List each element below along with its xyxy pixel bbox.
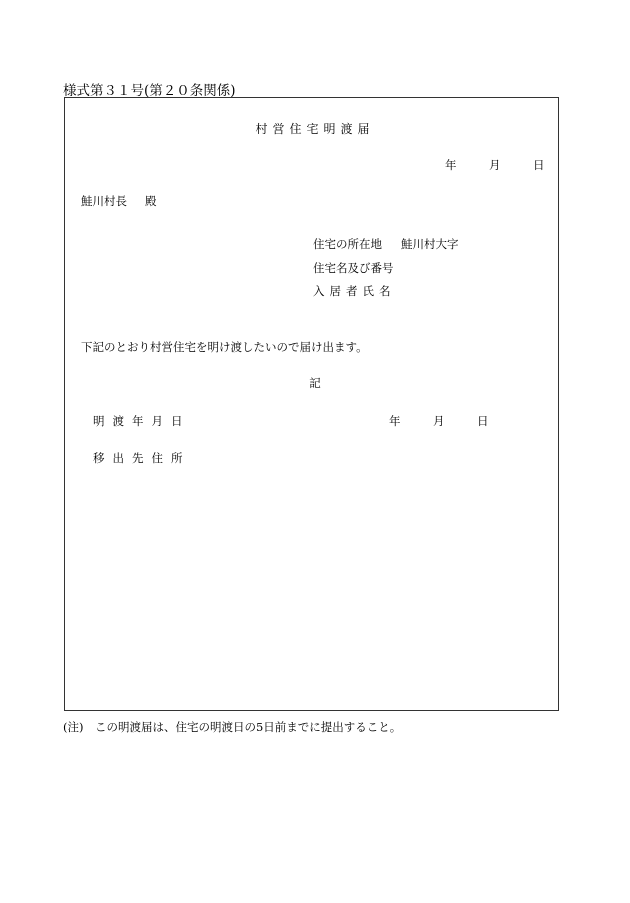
resident-name-label: 入居者氏名 (313, 284, 396, 298)
new-address-label: 移出先住所 (93, 451, 191, 465)
form-title: 村営住宅明渡届 (255, 122, 375, 136)
addressee-honorific: 殿 (145, 194, 157, 208)
vacate-date-label: 明渡年月日 (93, 414, 191, 428)
ki-heading: 記 (309, 376, 321, 390)
address-label: 住宅の所在地 (313, 237, 382, 251)
body-text: 下記のとおり村営住宅を明け渡したいので届け出ます。 (81, 340, 368, 354)
housing-name-label: 住宅名及び番号 (313, 261, 394, 275)
address-value: 鮭川村大字 (401, 237, 459, 251)
date-day-label: 日 (533, 158, 545, 172)
form-frame (64, 97, 559, 711)
form-code: 様式第３１号(第２０条関係) (63, 83, 236, 99)
date-year-label: 年 (445, 158, 457, 172)
footnote: (注) この明渡届は、住宅の明渡日の5日前までに提出すること。 (63, 720, 402, 734)
date-month-label: 月 (489, 158, 501, 172)
addressee-name: 鮭川村長 (81, 194, 127, 208)
vacate-day-label: 日 (477, 414, 489, 428)
vacate-month-label: 月 (433, 414, 445, 428)
vacate-year-label: 年 (389, 414, 401, 428)
